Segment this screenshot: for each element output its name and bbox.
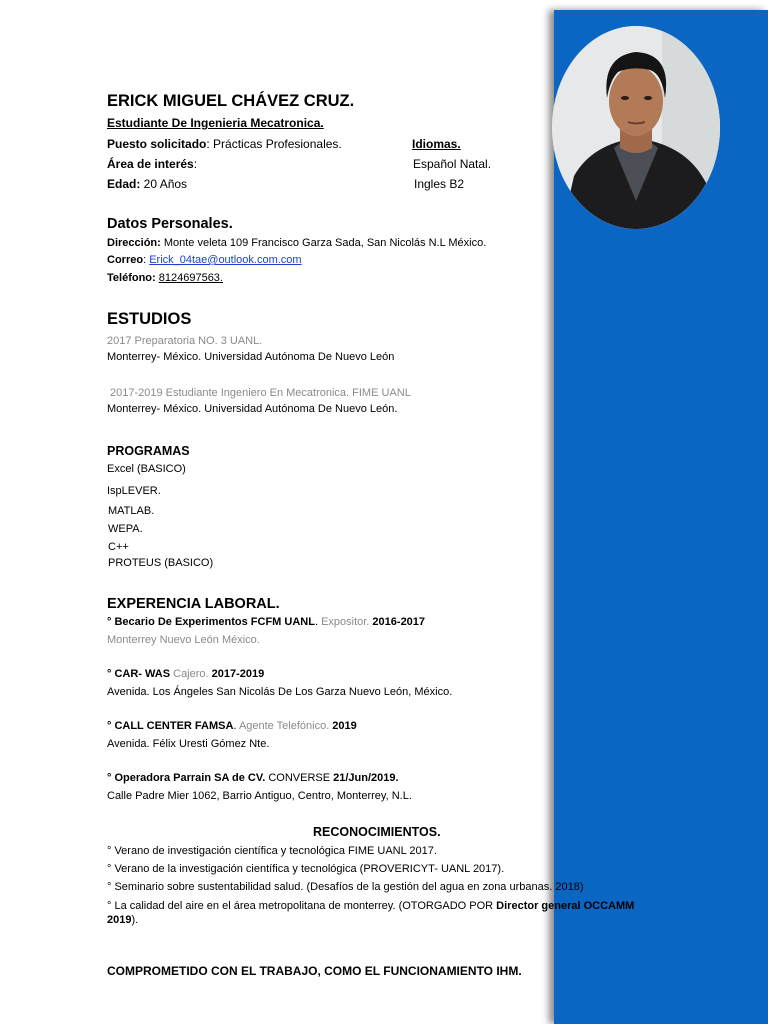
puesto-row bbox=[107, 137, 342, 151]
puesto-label: Puesto solicitado bbox=[107, 137, 207, 151]
reconocimiento-prefix: ° La calidad del aire en el área metropolitana de monterrey. (OTORGADO POR bbox=[107, 900, 497, 912]
job-row bbox=[107, 720, 357, 732]
idiomas-title: Idiomas. bbox=[412, 137, 461, 151]
job-years: 21/Jun/2019. bbox=[330, 772, 399, 784]
area-row bbox=[107, 157, 197, 171]
area-value: : bbox=[193, 157, 198, 171]
job-role: CONVERSE bbox=[268, 772, 331, 784]
job-company: ° CAR- WAS bbox=[107, 668, 171, 680]
area-label: Área de interés bbox=[107, 157, 194, 171]
job-role: Agente Telefónico. bbox=[238, 720, 330, 732]
job-row bbox=[107, 772, 399, 784]
reconocimiento-item bbox=[107, 900, 634, 912]
job-company: ° CALL CENTER FAMSA bbox=[107, 720, 234, 732]
job-detail: Avenida. Félix Uresti Gómez Nte. bbox=[107, 738, 270, 750]
datos-title: Datos Personales. bbox=[107, 216, 233, 232]
programa-item: PROTEUS (BASICO) bbox=[108, 557, 214, 569]
reconocimientos-title: RECONOCIMIENTOS. bbox=[313, 825, 441, 839]
telefono-value: 8124697563. bbox=[158, 272, 223, 284]
correo-row bbox=[107, 254, 302, 266]
experiencia-title: EXPERENCIA LABORAL. bbox=[107, 596, 280, 612]
programa-item: MATLAB. bbox=[108, 505, 155, 517]
puesto-value: : Prácticas Profesionales. bbox=[206, 137, 342, 151]
telefono-row bbox=[107, 272, 223, 284]
job-detail: Avenida. Los Ángeles San Nicolás De Los Garza Nuevo León, México. bbox=[107, 686, 453, 698]
job-detail: Calle Padre Mier 1062, Barrio Antiguo, Centro, Monterrey, N.L. bbox=[107, 790, 412, 802]
estudio-line: 2017-2019 Estudiante Ingeniero En Mecatronica. FIME UANL bbox=[110, 387, 411, 399]
programa-item: IspLEVER. bbox=[107, 485, 161, 497]
estudio-line: Monterrey- México. Universidad Autónoma De Nuevo León bbox=[107, 351, 395, 363]
edad-value: 20 Años bbox=[140, 177, 188, 191]
idioma-item: Ingles B2 bbox=[414, 177, 465, 191]
job-detail: Monterrey Nuevo León México. bbox=[107, 634, 260, 646]
estudio-line: Monterrey- México. Universidad Autónoma De Nuevo León. bbox=[107, 403, 398, 415]
job-row bbox=[107, 668, 264, 680]
idioma-item: Español Natal. bbox=[413, 157, 492, 171]
job-company: ° Operadora Parrain SA de CV. bbox=[107, 772, 266, 784]
person-photo-icon bbox=[552, 26, 720, 229]
reconocimiento-item: ° Verano de investigación científica y tecnológica FIME UANL 2017. bbox=[107, 845, 437, 857]
job-sep: . bbox=[233, 720, 239, 732]
edad-row bbox=[107, 177, 187, 191]
footer-statement: COMPROMETIDO CON EL TRABAJO, COMO EL FUNCIONAMIENTO IHM. bbox=[107, 964, 522, 978]
job-years: 2017-2019 bbox=[208, 668, 265, 680]
telefono-label: Teléfono: bbox=[107, 272, 156, 284]
reconocimiento-item-cont bbox=[107, 914, 138, 926]
job-row bbox=[107, 616, 425, 628]
job-company: ° Becario De Experimentos FCFM UANL bbox=[107, 616, 315, 628]
reconocimiento-item: ° Verano de la investigación científica y tecnológica (PROVERICYT- UANL 2017). bbox=[107, 863, 505, 875]
reconocimiento-year: 2019 bbox=[107, 914, 132, 926]
job-years: 2016-2017 bbox=[369, 616, 426, 628]
programa-item: WEPA. bbox=[108, 523, 143, 535]
direccion-row bbox=[107, 237, 486, 249]
reconocimiento-suffix: ). bbox=[131, 914, 139, 926]
estudios-title: ESTUDIOS bbox=[107, 310, 192, 328]
profile-photo bbox=[552, 26, 720, 229]
email-link[interactable]: Erick_04tae@outlook.com.com bbox=[149, 254, 302, 266]
candidate-name: ERICK MIGUEL CHÁVEZ CRUZ. bbox=[107, 92, 355, 110]
estudio-line: 2017 Preparatoria NO. 3 UANL. bbox=[107, 335, 263, 347]
programa-item: Excel (BASICO) bbox=[107, 463, 186, 475]
direccion-label: Dirección: bbox=[107, 237, 161, 249]
job-sep: . bbox=[314, 616, 322, 628]
programas-title: PROGRAMAS bbox=[107, 444, 190, 458]
job-role: Cajero. bbox=[173, 668, 209, 680]
candidate-subtitle: Estudiante De Ingenieria Mecatronica. bbox=[107, 116, 324, 130]
job-role: Expositor. bbox=[321, 616, 370, 628]
reconocimiento-item: ° Seminario sobre sustentabilidad salud. (Desafíos de la gestión del agua en zona urbanas. 2018) bbox=[107, 881, 584, 893]
programa-item: C++ bbox=[108, 541, 129, 553]
job-years: 2019 bbox=[329, 720, 357, 732]
direccion-value: Monte veleta 109 Francisco Garza Sada, San Nicolás N.L México. bbox=[160, 237, 487, 249]
reconocimiento-bold: Director general OCCAMM bbox=[496, 900, 635, 912]
correo-sep: : bbox=[143, 254, 150, 266]
edad-label: Edad: bbox=[107, 177, 141, 191]
correo-label: Correo bbox=[107, 254, 144, 266]
